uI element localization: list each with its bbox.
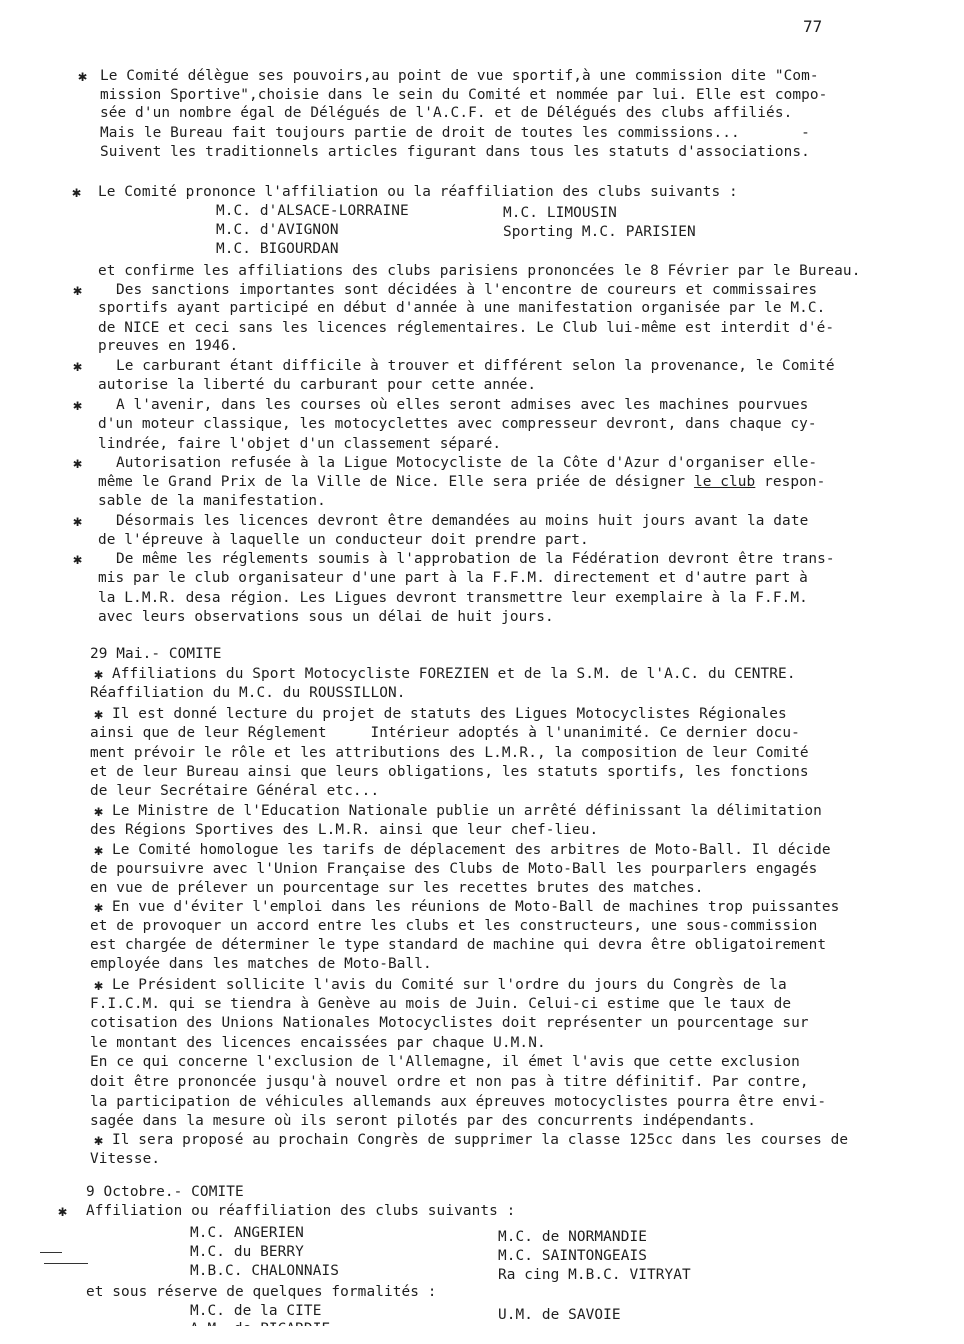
line-text: est chargée de déterminer le type standard de machine qui devra être obligatoirement bbox=[90, 937, 827, 953]
line-text: Mais le Bureau fait toujours partie de droit de toutes les commissions... - bbox=[100, 125, 810, 141]
line-text: M.C. du BERRY bbox=[190, 1244, 304, 1260]
line-text: mission Sportive",choisie dans le sein du Comité et nommée par lui. Elle est compo- bbox=[100, 87, 828, 103]
text-line bbox=[112, 1131, 848, 1149]
text-line bbox=[90, 860, 817, 878]
club-name-right-column: U.M. de SAVOIE bbox=[498, 1307, 621, 1323]
line-text: le montant des licences encaissées par chaque U.M.N. bbox=[90, 1035, 546, 1051]
margin-mark bbox=[44, 1263, 88, 1264]
line-text: et de provoquer un accord entre les clubs et les constructeurs, une sous-commission bbox=[90, 918, 818, 934]
text-line bbox=[90, 1112, 756, 1130]
text-line bbox=[98, 262, 860, 280]
text-line bbox=[100, 104, 792, 122]
line-text: la L.M.R. desa région. Les Ligues devront transmettre leur exemplaire à la F.F.M. bbox=[98, 590, 808, 606]
text-line bbox=[90, 1014, 809, 1032]
text-line bbox=[90, 955, 432, 973]
text-line bbox=[98, 319, 834, 337]
text-line bbox=[98, 337, 238, 355]
text-line bbox=[90, 1150, 160, 1168]
bullet-asterisk: ✱ bbox=[73, 396, 83, 414]
text-line bbox=[98, 415, 817, 433]
line-text: Autorisation refusée à la Ligue Motocycliste de la Côte d'Azur d'organiser elle- bbox=[116, 455, 818, 471]
text-line bbox=[98, 183, 738, 201]
bullet-asterisk: ✱ bbox=[72, 183, 82, 201]
bullet-asterisk: ✱ bbox=[58, 1202, 68, 1220]
line-text: et sous réserve de quelques formalités : bbox=[86, 1284, 437, 1300]
line-text: Le Ministre de l'Education Nationale publie un arrêté définissant la délimitation bbox=[112, 803, 822, 819]
line-text: et de leur Bureau ainsi que leurs obligations, les statuts sportifs, les fonctions bbox=[90, 764, 809, 780]
text-line bbox=[216, 221, 339, 239]
line-text: ainsi que de leur Réglement Intérieur adoptés à l'unanimité. Ce dernier docu- bbox=[90, 725, 800, 741]
line-text: Le Président sollicite l'avis du Comité sur l'ordre du jours du Congrès de la bbox=[112, 977, 787, 993]
bullet-asterisk: ✱ bbox=[73, 281, 83, 299]
bullet-asterisk: ✱ bbox=[94, 898, 104, 916]
text-line bbox=[90, 763, 809, 781]
line-text: cotisation des Unions Nationales Motocyclistes doit représenter un pourcentage sur bbox=[90, 1015, 809, 1031]
text-line bbox=[216, 202, 409, 220]
bullet-asterisk: ✱ bbox=[94, 976, 104, 994]
bullet-asterisk: ✱ bbox=[73, 357, 83, 375]
text-line bbox=[90, 1093, 826, 1111]
line-text: Le Comité prononce l'affiliation ou la réaffiliation des clubs suivants : bbox=[98, 184, 738, 200]
text-line bbox=[90, 821, 598, 839]
line-text: Il sera proposé au prochain Congrès de supprimer la classe 125cc dans les courses de bbox=[112, 1132, 849, 1148]
line-text: Désormais les licences devront être demandées au moins huit jours avant la date bbox=[116, 513, 809, 529]
text-line bbox=[90, 724, 800, 742]
line-text: de l'épreuve à laquelle un conducteur doit prendre part. bbox=[98, 532, 589, 548]
line-text: des Régions Sportives des L.M.R. ainsi que leur chef-lieu. bbox=[90, 822, 599, 838]
line-text: preuves en 1946. bbox=[98, 338, 239, 354]
bullet-asterisk: ✱ bbox=[94, 665, 104, 683]
line-text: Il est donné lecture du projet de statuts des Ligues Motocyclistes Régionales bbox=[112, 706, 787, 722]
margin-mark bbox=[40, 1252, 62, 1253]
line-text: employée dans les matches de Moto-Ball. bbox=[90, 956, 432, 972]
line-text: Le Comité délègue ses pouvoirs,au point de vue sportif,à une commission dite "Com- bbox=[100, 68, 819, 84]
bullet-asterisk: ✱ bbox=[73, 454, 83, 472]
text-line bbox=[86, 1283, 437, 1301]
text-line bbox=[98, 299, 825, 317]
bullet-asterisk: ✱ bbox=[94, 1131, 104, 1149]
text-line bbox=[190, 1262, 339, 1280]
text-line bbox=[98, 608, 554, 626]
line-text: A l'avenir, dans les courses où elles seront admises avec les machines pourvues bbox=[116, 397, 809, 413]
line-text: même le Grand Prix de la Ville de Nice. Elle sera priée de désigner bbox=[98, 474, 694, 490]
text-line bbox=[90, 995, 791, 1013]
line-text: de poursuivre avec l'Union Française des Clubs de Moto-Ball les pourparlers engagés bbox=[90, 861, 818, 877]
text-line bbox=[98, 589, 808, 607]
line-text: Suivent les traditionnels articles figurant dans tous les statuts d'associations. bbox=[100, 144, 810, 160]
line-text: avec leurs observations sous un délai de huit jours. bbox=[98, 609, 554, 625]
text-line bbox=[100, 67, 819, 85]
line-text: Le carburant étant difficile à trouver et différent selon la provenance, le Comité bbox=[116, 358, 835, 374]
page-bottom-edge bbox=[0, 1326, 964, 1344]
line-text: M.C. d'AVIGNON bbox=[216, 222, 339, 238]
line-text: Réaffiliation du M.C. du ROUSSILLON. bbox=[90, 685, 406, 701]
text-line bbox=[112, 841, 831, 859]
line-text: M.C. ANGERIEN bbox=[190, 1225, 304, 1241]
text-line bbox=[112, 898, 839, 916]
club-name-right-column: M.C. de NORMANDIE bbox=[498, 1229, 647, 1245]
text-line bbox=[100, 124, 810, 142]
line-text: en vue de prélever un pourcentage sur les recettes brutes des matches. bbox=[90, 880, 704, 896]
text-line bbox=[112, 976, 787, 994]
text-line bbox=[100, 86, 827, 104]
text-line bbox=[216, 240, 339, 258]
line-text: Le Comité homologue les tarifs de déplacement des arbitres de Moto-Ball. Il décide bbox=[112, 842, 831, 858]
text-line bbox=[112, 802, 822, 820]
line-text: F.I.C.M. qui se tiendra à Genève au mois de Juin. Celui-ci estime que le taux de bbox=[90, 996, 792, 1012]
text-line bbox=[90, 684, 406, 702]
line-text: En vue d'éviter l'emploi dans les réunions de Moto-Ball de machines trop puissantes bbox=[112, 899, 840, 915]
text-line bbox=[86, 1202, 515, 1220]
club-name-right-column: M.C. LIMOUSIN bbox=[503, 205, 617, 221]
line-text: de NICE et ceci sans les licences réglementaires. Le Club lui-même est interdit d'é- bbox=[98, 320, 835, 336]
line-text: 9 Octobre.- COMITE bbox=[86, 1184, 244, 1200]
text-line bbox=[90, 645, 221, 663]
text-line bbox=[116, 357, 835, 375]
text-line bbox=[190, 1302, 321, 1320]
line-text: M.C. d'ALSACE-LORRAINE bbox=[216, 203, 409, 219]
line-text: Affiliations du Sport Motocycliste FOREZIEN et de la S.M. de l'A.C. du CENTRE. bbox=[112, 666, 796, 682]
line-text: la participation de véhicules allemands aux épreuves motocyclistes pourra être envi- bbox=[90, 1094, 827, 1110]
club-name-right-column: Sporting M.C. PARISIEN bbox=[503, 224, 696, 240]
text-line bbox=[90, 936, 826, 954]
text-line bbox=[116, 281, 817, 299]
text-line bbox=[86, 1183, 244, 1201]
line-text: M.C. de la CITE bbox=[190, 1303, 322, 1319]
text-line bbox=[90, 782, 379, 800]
line-text: 29 Mai.- COMITE bbox=[90, 646, 222, 662]
line-text: M.C. BIGOURDAN bbox=[216, 241, 339, 257]
club-name-right-column: M.C. SAINTONGEAIS bbox=[498, 1248, 647, 1264]
text-line bbox=[90, 917, 817, 935]
text-line bbox=[90, 744, 809, 762]
bullet-asterisk: ✱ bbox=[73, 512, 83, 530]
text-line bbox=[90, 1034, 546, 1052]
line-text: M.B.C. CHALONNAIS bbox=[190, 1263, 339, 1279]
line-text: sagée dans la mesure où ils seront pilotés par des concurrents indépendants. bbox=[90, 1113, 757, 1129]
text-line bbox=[98, 531, 589, 549]
text-line bbox=[90, 1073, 809, 1091]
text-line bbox=[116, 396, 808, 414]
page-number: 77 bbox=[803, 17, 823, 36]
text-line bbox=[98, 569, 808, 587]
line-text: mis par le club organisateur d'une part à la F.F.M. directement et d'autre part à bbox=[98, 570, 808, 586]
line-text: sée d'un nombre égal de Délégués de l'A.C.F. et de Délégués des clubs affiliés. bbox=[100, 105, 793, 121]
bullet-asterisk: ✱ bbox=[94, 802, 104, 820]
line-text: ment prévoir le rôle et les attributions des L.M.R., la composition de leur Comité bbox=[90, 745, 809, 761]
line-text: En ce qui concerne l'exclusion de l'Allemagne, il émet l'avis que cette exclusion bbox=[90, 1054, 800, 1070]
line-text: de leur Secrétaire Général etc... bbox=[90, 783, 380, 799]
club-name-right-column: Ra cing M.B.C. VITRYAT bbox=[498, 1267, 691, 1283]
bullet-asterisk: ✱ bbox=[94, 705, 104, 723]
line-text: Vitesse. bbox=[90, 1151, 161, 1167]
line-text: Affiliation ou réaffiliation des clubs suivants : bbox=[86, 1203, 516, 1219]
line-text: et confirme les affiliations des clubs parisiens prononcées le 8 Février par le Bureau. bbox=[98, 263, 861, 279]
text-line bbox=[190, 1243, 304, 1261]
text-line bbox=[112, 665, 796, 683]
text-line bbox=[116, 550, 835, 568]
line-text: Des sanctions importantes sont décidées à l'encontre de coureurs et commissaires bbox=[116, 282, 818, 298]
text-line bbox=[98, 492, 326, 510]
line-text: sportifs ayant participé en début d'année à une manifestation organisée par le M.C. bbox=[98, 300, 826, 316]
bullet-asterisk: ✱ bbox=[94, 841, 104, 859]
line-text: doit être prononcée jusqu'à nouvel ordre et non pas à titre définitif. Par contre, bbox=[90, 1074, 809, 1090]
text-line bbox=[190, 1224, 304, 1242]
line-text: De même les réglements soumis à l'approbation de la Fédération devront être trans- bbox=[116, 551, 835, 567]
underlined-text: le club bbox=[693, 474, 756, 490]
line-text: d'un moteur classique, les motocyclettes avec compresseur devront, dans chaque cy- bbox=[98, 416, 817, 432]
text-line bbox=[98, 435, 501, 453]
line-text: autorise la liberté du carburant pour cette année. bbox=[98, 377, 537, 393]
text-line bbox=[98, 376, 536, 394]
text-line bbox=[116, 512, 808, 530]
text-line bbox=[90, 1053, 800, 1071]
text-line bbox=[112, 705, 787, 723]
bullet-asterisk: ✱ bbox=[78, 67, 88, 85]
text-line bbox=[98, 473, 825, 491]
line-text-after: respon- bbox=[755, 474, 826, 490]
text-line bbox=[116, 454, 817, 472]
line-text: lindrée, faire l'objet d'un classement séparé. bbox=[98, 436, 502, 452]
bullet-asterisk: ✱ bbox=[73, 550, 83, 568]
text-line bbox=[100, 143, 810, 161]
text-line bbox=[90, 879, 703, 897]
line-text: sable de la manifestation. bbox=[98, 493, 326, 509]
